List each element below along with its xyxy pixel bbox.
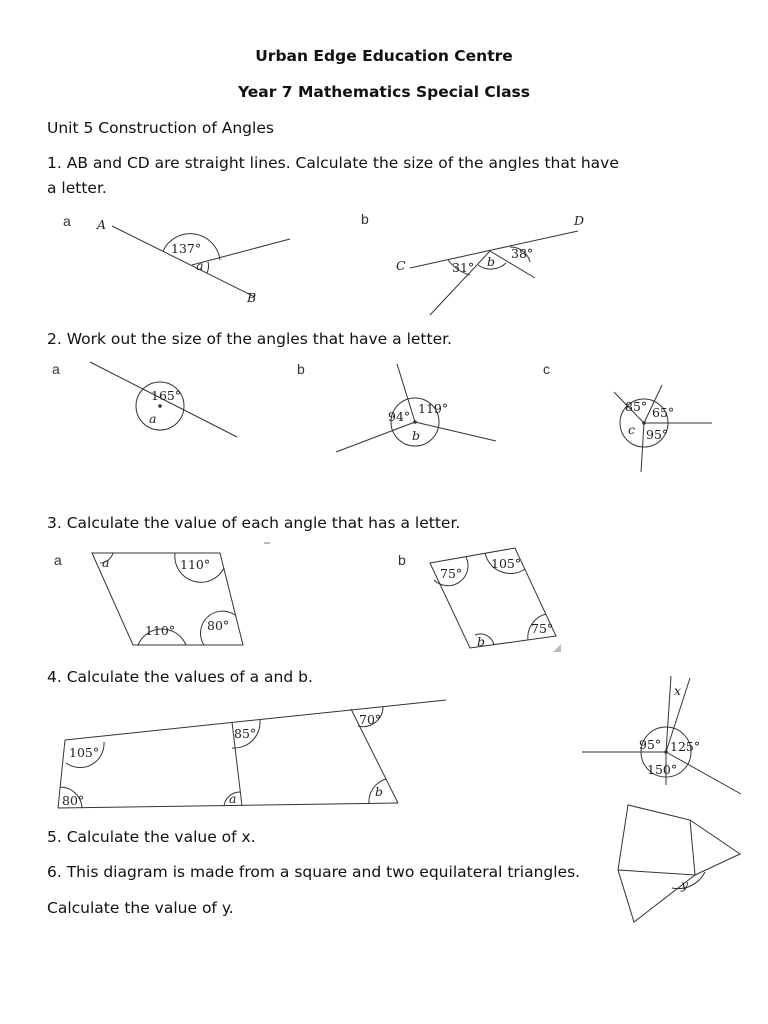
q1b-diagram — [396, 213, 584, 315]
q1b-angle1-label: 31° — [452, 260, 475, 275]
q5-angle1-label: 95° — [639, 737, 662, 752]
q2a-angle-label: 165° — [151, 388, 182, 403]
question-4-text: 4. Calculate the values of a and b. — [47, 668, 313, 686]
question-6-text-cont: Calculate the value of y. — [47, 899, 234, 917]
question-2-text: 2. Work out the size of the angles that have a letter. — [47, 330, 452, 348]
question-6-text: 6. This diagram is made from a square and two equilateral triangles. — [47, 863, 581, 881]
q4-angle4-label: 70° — [359, 712, 382, 727]
q5-diagram — [582, 676, 741, 794]
question-1-text: 1. AB and CD are straight lines. Calculate the size of the angles that have — [47, 154, 619, 172]
q2-part-b-label: b — [297, 361, 305, 377]
q3-part-b-label: b — [398, 552, 406, 568]
q5-angle3-label: 150° — [647, 762, 678, 777]
q5-angle2-label: 125° — [670, 739, 701, 754]
q3a-diagram — [92, 553, 243, 645]
q2-part-a-label: a — [52, 361, 60, 377]
q2c-angle3-label: 95° — [646, 427, 669, 442]
q1a-point-b: B — [247, 290, 257, 305]
q4-angle2-label: 80° — [62, 793, 85, 808]
q2a-diagram — [90, 362, 237, 437]
q2a-unknown-label: a — [149, 411, 157, 426]
q2c-angle2-label: 65° — [652, 405, 675, 420]
question-3-text: 3. Calculate the value of each angle that has a letter. — [47, 514, 461, 532]
q1a-point-a: A — [97, 217, 107, 232]
q3a-unknown-label: a — [102, 555, 110, 570]
q3-part-a-label: a — [54, 552, 62, 568]
class-title: Year 7 Mathematics Special Class — [237, 83, 531, 101]
q1-part-b-label: b — [361, 211, 369, 227]
question-5-text: 5. Calculate the value of x. — [47, 828, 256, 846]
unit-heading: Unit 5 Construction of Angles — [47, 119, 274, 137]
q3b-diagram — [430, 548, 556, 649]
q4-diagram — [58, 700, 446, 808]
q2c-diagram — [614, 385, 712, 472]
q1a-diagram — [96, 217, 290, 305]
q1b-unknown-label: b — [487, 254, 496, 269]
school-title: Urban Edge Education Centre — [255, 47, 513, 65]
q3a-angle3-label: 80° — [207, 618, 230, 633]
q2b-unknown-label: b — [412, 428, 421, 443]
q1b-angle2-label: 38° — [511, 246, 534, 261]
q3a-angle2-label: 110° — [145, 623, 176, 638]
q2b-diagram — [336, 364, 496, 452]
q2c-unknown-label: c — [628, 422, 636, 437]
q1a-unknown-label: a — [196, 258, 204, 273]
q4-angle1-label: 105° — [69, 745, 100, 760]
q3b-angle3-label: 75° — [531, 621, 554, 636]
q1a-angle-label: 137° — [171, 241, 202, 256]
q1b-point-d: D — [574, 213, 585, 228]
q6-unknown-label: y — [681, 877, 689, 892]
q2b-angle2-label: 119° — [418, 401, 449, 416]
q3a-angle1-label: 110° — [180, 557, 211, 572]
q6-diagram — [618, 805, 740, 922]
q3b-unknown-label: b — [477, 634, 486, 649]
q1-part-a-label: a — [63, 213, 71, 229]
question-1-text-cont: a letter. — [47, 179, 107, 197]
q5-unknown-label: x — [674, 683, 682, 698]
q2c-angle1-label: 85° — [625, 399, 648, 414]
q4-unknown-a-label: a — [229, 791, 237, 806]
q3b-angle2-label: 105° — [491, 556, 522, 571]
q1b-point-c: C — [396, 258, 406, 273]
q2b-angle1-label: 94° — [388, 409, 411, 424]
q4-angle3-label: 85° — [234, 726, 257, 741]
q3b-angle1-label: 75° — [440, 566, 463, 581]
q4-unknown-b-label: b — [375, 784, 384, 799]
q2-part-c-label: c — [543, 361, 550, 377]
